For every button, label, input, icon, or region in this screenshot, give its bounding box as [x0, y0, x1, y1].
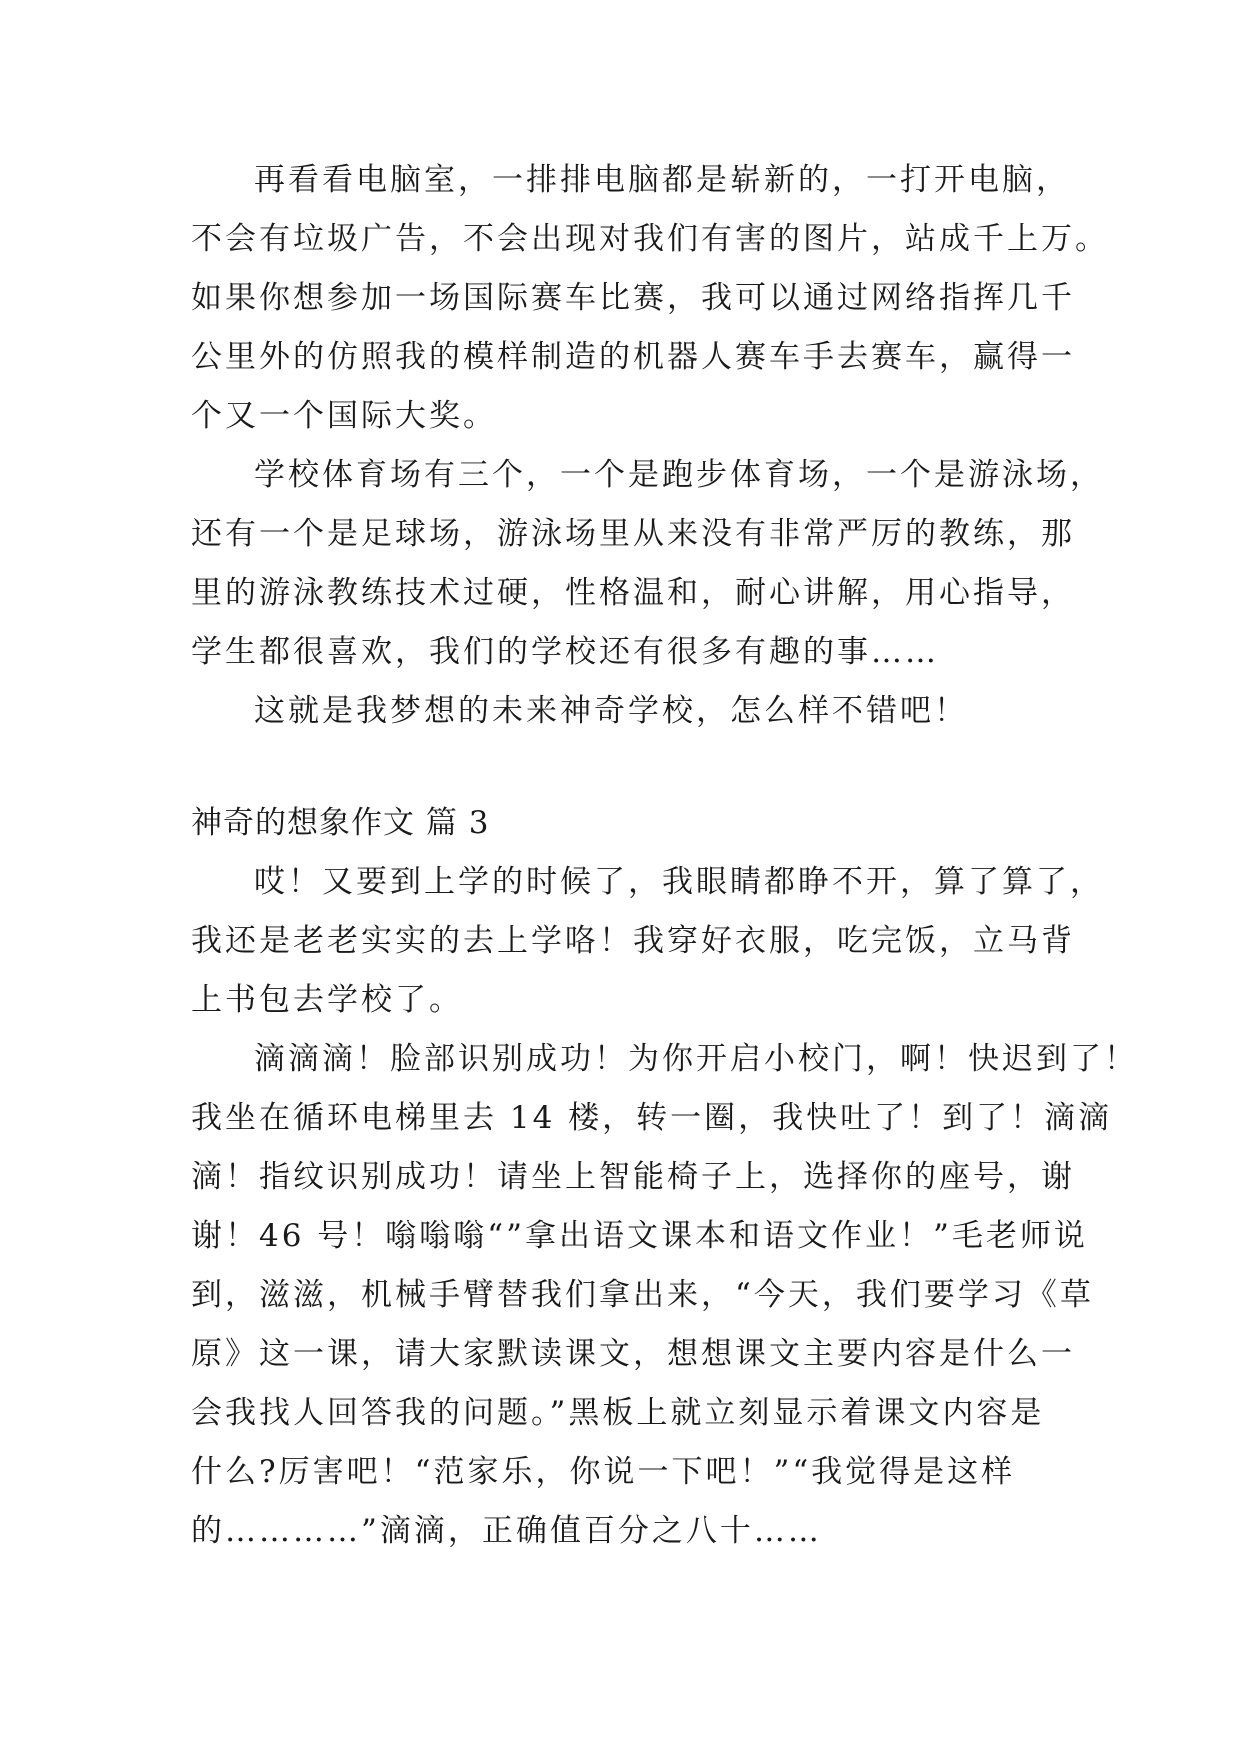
section-paragraph-2-line-8: 什么?厉害吧！“范家乐，你说一下吧！”“我觉得是这样	[191, 1454, 1016, 1490]
section-paragraph-1-line-3: 上书包去学校了。	[191, 982, 463, 1018]
paragraph-1-line-4: 公里外的仿照我的模样制造的机器人赛车手去赛车，赢得一	[191, 339, 1075, 375]
section-paragraph-1-line-1: 哎！又要到上学的时候了，我眼睛都睁不开，算了算了，	[254, 864, 1104, 900]
section-paragraph-2-line-4: 谢！46 号！嗡嗡嗡“”拿出语文课本和语文作业！”毛老师说	[191, 1218, 1088, 1254]
paragraph-2-line-4: 学生都很喜欢，我们的学校还有很多有趣的事……	[191, 634, 939, 670]
paragraph-1-line-3: 如果你想参加一场国际赛车比赛，我可以通过网络指挥几千	[191, 280, 1075, 316]
section-paragraph-2-line-7: 会我找人回答我的问题。”黑板上就立刻显示着课文内容是	[191, 1395, 1045, 1431]
paragraph-1-line-1: 再看看电脑室，一排排电脑都是崭新的，一打开电脑，	[254, 162, 1070, 198]
section-paragraph-2-line-9: 的…………”滴滴，正确值百分之八十……	[191, 1513, 822, 1549]
section-paragraph-1-line-2: 我还是老老实实的去上学咯！我穿好衣服，吃完饭，立马背	[191, 923, 1075, 959]
paragraph-1-line-2: 不会有垃圾广告，不会出现对我们有害的图片，站成千上万。	[191, 221, 1109, 257]
section-title: 神奇的想象作文 篇 3	[191, 805, 490, 841]
paragraph-2-line-2: 还有一个是足球场，游泳场里从来没有非常严厉的教练，那	[191, 516, 1075, 552]
section-paragraph-2-line-3: 滴！指纹识别成功！请坐上智能椅子上，选择你的座号，谢	[191, 1159, 1075, 1195]
section-paragraph-2-line-1: 滴滴滴！脸部识别成功！为你开启小校门，啊！快迟到了！	[254, 1041, 1138, 1077]
paragraph-2-line-3: 里的游泳教练技术过硬，性格温和，耐心讲解，用心指导，	[191, 575, 1075, 611]
paragraph-2-line-1: 学校体育场有三个，一个是跑步体育场，一个是游泳场，	[254, 457, 1104, 493]
section-paragraph-2-line-6: 原》这一课，请大家默读课文，想想课文主要内容是什么一	[191, 1336, 1075, 1372]
section-paragraph-2-line-5: 到，滋滋，机械手臂替我们拿出来，“今天，我们要学习《草	[191, 1277, 1094, 1313]
paragraph-1-line-5: 个又一个国际大奖。	[191, 398, 497, 434]
paragraph-3-line-1: 这就是我梦想的未来神奇学校，怎么样不错吧！	[254, 693, 968, 729]
section-paragraph-2-line-2: 我坐在循环电梯里去 14 楼，转一圈，我快吐了！到了！滴滴	[191, 1100, 1113, 1136]
